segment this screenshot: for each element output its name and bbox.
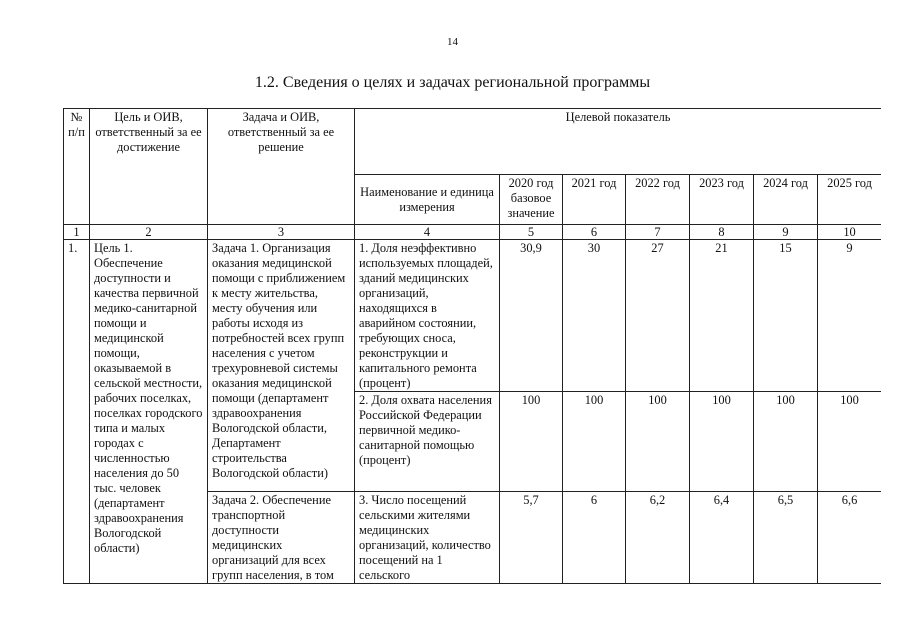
header-task: Задача и ОИВ, ответственный за ее решение [208, 109, 355, 225]
indicator-2-name: 2. Доля охвата населения Российской Федерации первичной медико-санитарной помощью (процент) [355, 392, 500, 492]
column-number: 10 [818, 225, 882, 240]
goal-cell: Цель 1. Обеспечение доступности и качества первичной медико-санитарной помощи и медицинской помощи, оказываемой в сельской местности, рабочих поселках, поселках городского типа и малых городах с численностью населения до 50 тыс. человек (департамент здравоохранения Вологодской области) [90, 240, 208, 584]
header-target-indicator: Целевой показатель [355, 109, 882, 175]
section-title: 1.2. Сведения о целях и задачах региональной программы [254, 74, 651, 91]
indicator-1-value-2022: 27 [626, 240, 690, 392]
indicator-1-name: 1. Доля неэффективно используемых площадей, зданий медицинских организаций, находящихся в аварийном состоянии, требующих сноса, реконструкции и капитального ремонта (процент) [355, 240, 500, 392]
header-year-2020: 2020 год базовое значение [500, 175, 563, 225]
indicator-3-value-2023: 6,4 [690, 492, 754, 584]
column-number: 5 [500, 225, 563, 240]
indicator-3-value-2022: 6,2 [626, 492, 690, 584]
header-year-2023: 2023 год [690, 175, 754, 225]
column-number: 1 [64, 225, 90, 240]
header-row-main [64, 109, 882, 175]
header-year-2022: 2022 год [626, 175, 690, 225]
table-row [64, 240, 882, 392]
header-year-2024: 2024 год [754, 175, 818, 225]
indicator-1-value-2024: 15 [754, 240, 818, 392]
column-number: 8 [690, 225, 754, 240]
indicator-1-value-2021: 30 [563, 240, 626, 392]
indicator-2-value-2021: 100 [563, 392, 626, 492]
indicator-2-value-2020: 100 [500, 392, 563, 492]
page-number: 14 [447, 36, 458, 48]
task-2-cell: Задача 2. Обеспечение транспортной доступности медицинских организаций для всех групп населения, в том [208, 492, 355, 584]
header-no: № п/п [64, 109, 90, 225]
task-1-cell: Задача 1. Организация оказания медицинской помощи с приближением к месту жительства, месту обучения или работы исходя из потребностей всех групп населения с учетом трехуровневой системы оказания медицинской помощи (департамент здравоохранения Вологодской области, Департамент строительства Вологодской области) [208, 240, 355, 492]
header-indicator-name: Наименование и единица измерения [355, 175, 500, 225]
header-year-2025: 2025 год [818, 175, 882, 225]
column-number: 2 [90, 225, 208, 240]
indicator-1-value-2023: 21 [690, 240, 754, 392]
column-number: 4 [355, 225, 500, 240]
column-number: 9 [754, 225, 818, 240]
goals-table-container [63, 108, 881, 640]
column-number: 6 [563, 225, 626, 240]
row-number: 1. [64, 240, 90, 584]
indicator-3-name: 3. Число посещений сельскими жителями медицинских организаций, количество посещений на 1 сельского [355, 492, 500, 584]
indicator-3-value-2021: 6 [563, 492, 626, 584]
indicator-1-value-2025: 9 [818, 240, 882, 392]
column-number: 3 [208, 225, 355, 240]
indicator-2-value-2024: 100 [754, 392, 818, 492]
indicator-2-value-2025: 100 [818, 392, 882, 492]
indicator-2-value-2023: 100 [690, 392, 754, 492]
header-goal: Цель и ОИВ, ответственный за ее достижение [90, 109, 208, 225]
indicator-3-value-2025: 6,6 [818, 492, 882, 584]
header-year-2021: 2021 год [563, 175, 626, 225]
indicator-2-value-2022: 100 [626, 392, 690, 492]
goals-table [63, 108, 881, 584]
column-number: 7 [626, 225, 690, 240]
indicator-3-value-2020: 5,7 [500, 492, 563, 584]
indicator-3-value-2024: 6,5 [754, 492, 818, 584]
indicator-1-value-2020: 30,9 [500, 240, 563, 392]
column-number-row [64, 225, 882, 240]
